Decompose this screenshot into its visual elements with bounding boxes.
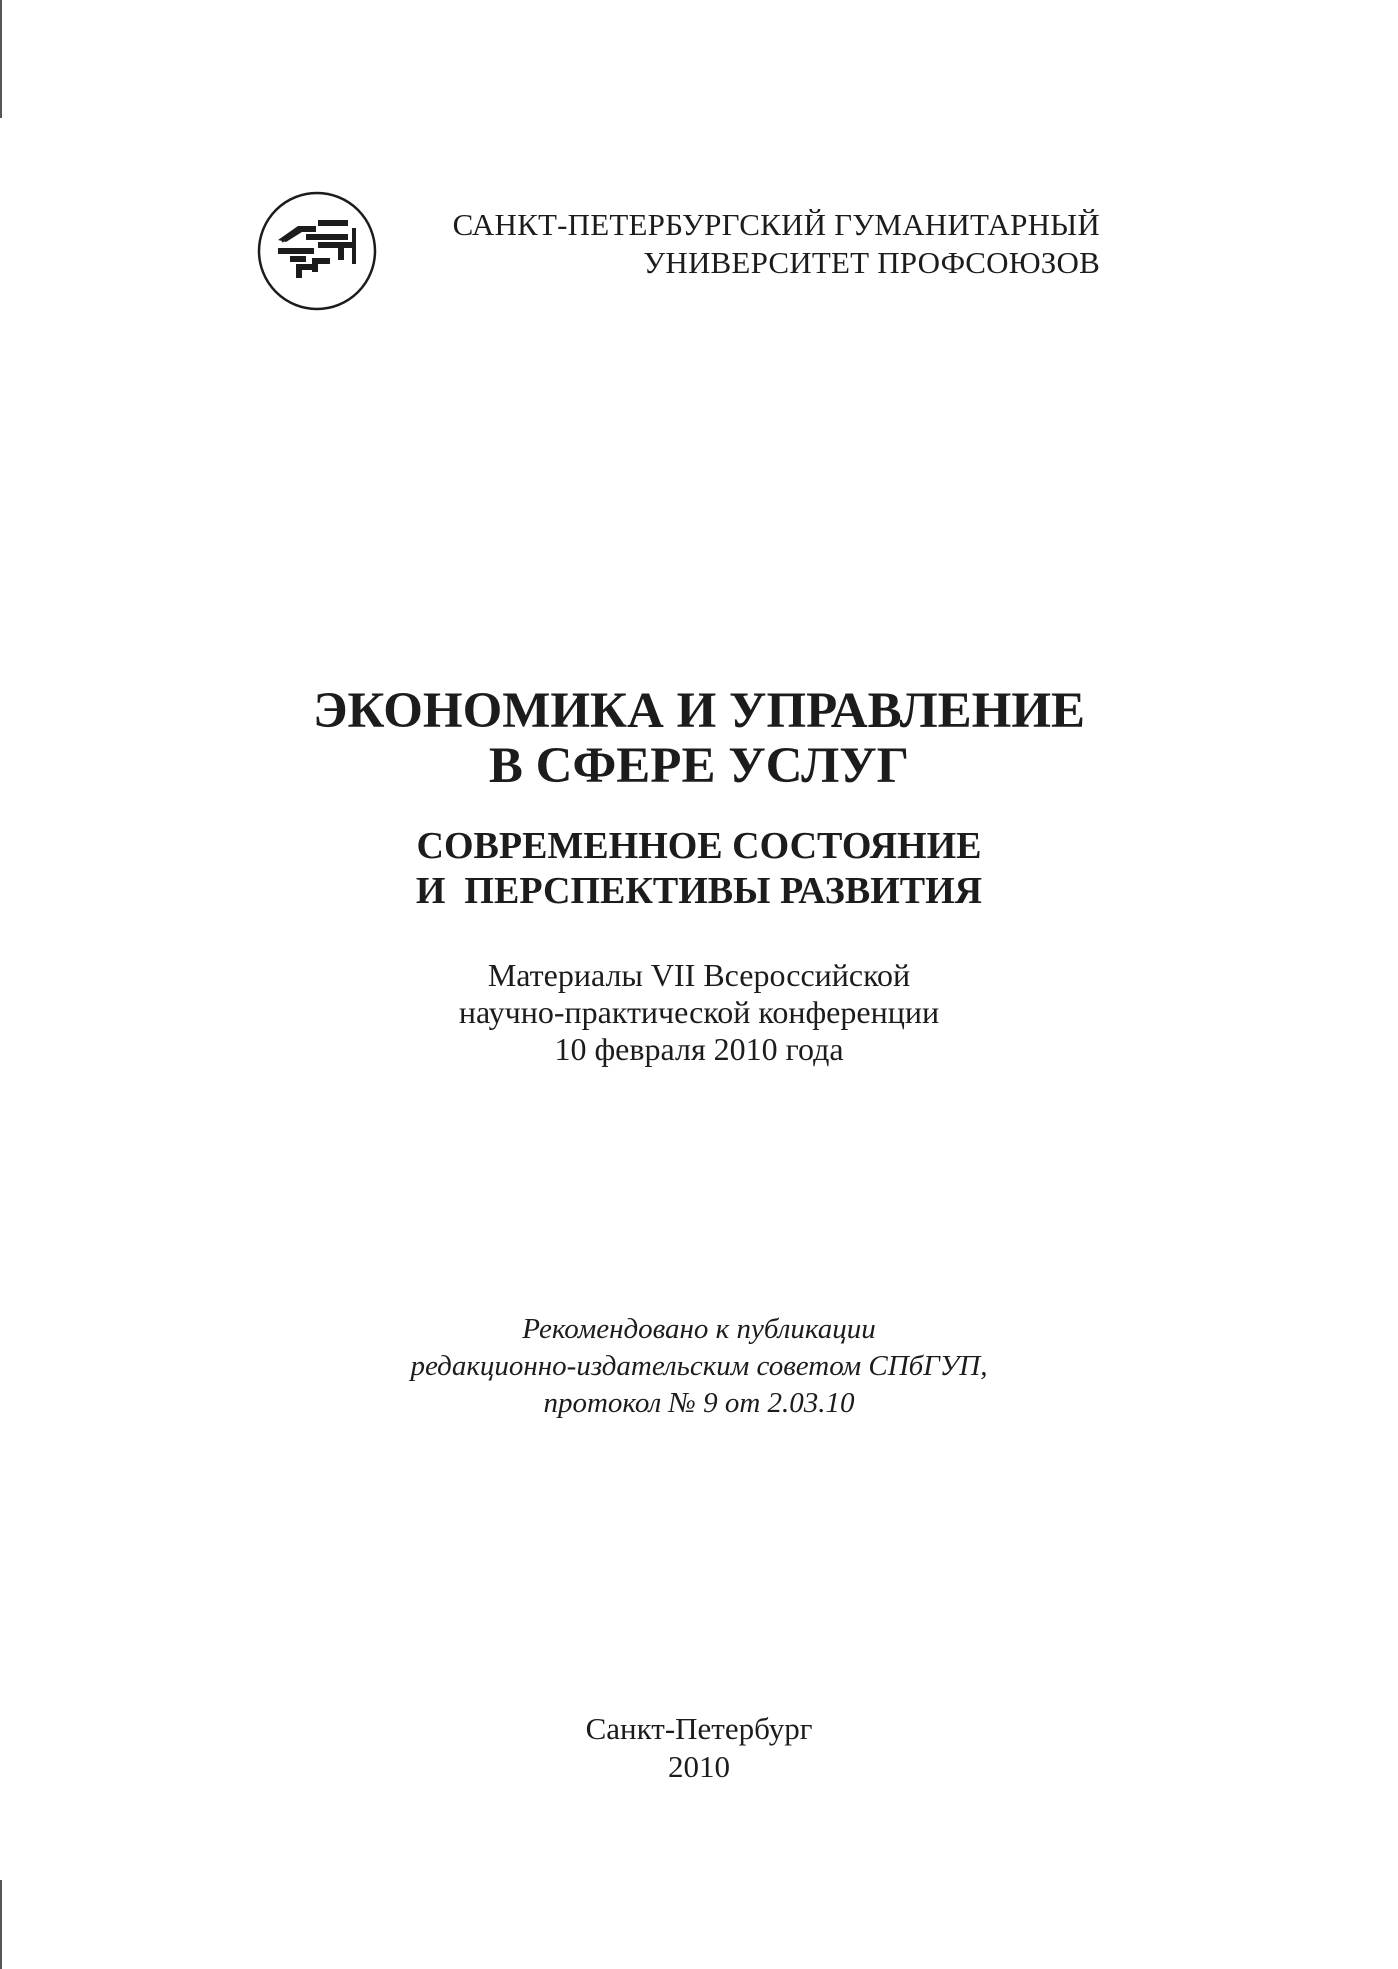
publication-recommendation [0, 1311, 1398, 1422]
subtitle-line-2: И ПЕРСПЕКТИВЫ РАЗВИТИЯ [415, 870, 983, 912]
organization-line-2: УНИВЕРСИТЕТ ПРОФСОЮЗОВ [643, 245, 1100, 280]
organization-line-1: САНКТ-ПЕТЕРБУРГСКИЙ ГУМАНИТАРНЫЙ [452, 207, 1100, 242]
conference-materials [0, 957, 1398, 1068]
recommendation-line-3: протокол № 9 от 2.03.10 [543, 1387, 855, 1419]
page-edge-mark-bottom [0, 1880, 2, 1969]
recommendation-line-2: редакционно-издательским советом СПбГУП, [410, 1350, 988, 1382]
imprint [0, 1710, 1398, 1786]
materials-line-1: Материалы VII Всероссийской [487, 957, 911, 993]
main-title [0, 684, 1398, 794]
university-emblem-icon [256, 190, 378, 312]
imprint-city: Санкт-Петербург [585, 1711, 813, 1746]
recommendation-line-1: Рекомендовано к публикации [522, 1313, 876, 1345]
page-edge-mark-top [0, 0, 2, 118]
materials-line-2: научно-практической конференции [458, 994, 940, 1030]
subtitle-line-1: СОВРЕМЕННОЕ СОСТОЯНИЕ [416, 825, 982, 867]
subtitle [0, 824, 1398, 914]
materials-date: 10 февраля 2010 года [554, 1031, 844, 1067]
main-title-line-2: В СФЕРЕ УСЛУГ [488, 738, 910, 794]
imprint-year: 2010 [668, 1749, 730, 1784]
organization-name [400, 206, 1100, 282]
main-title-line-1: ЭКОНОМИКА И УПРАВЛЕНИЕ [312, 683, 1086, 739]
